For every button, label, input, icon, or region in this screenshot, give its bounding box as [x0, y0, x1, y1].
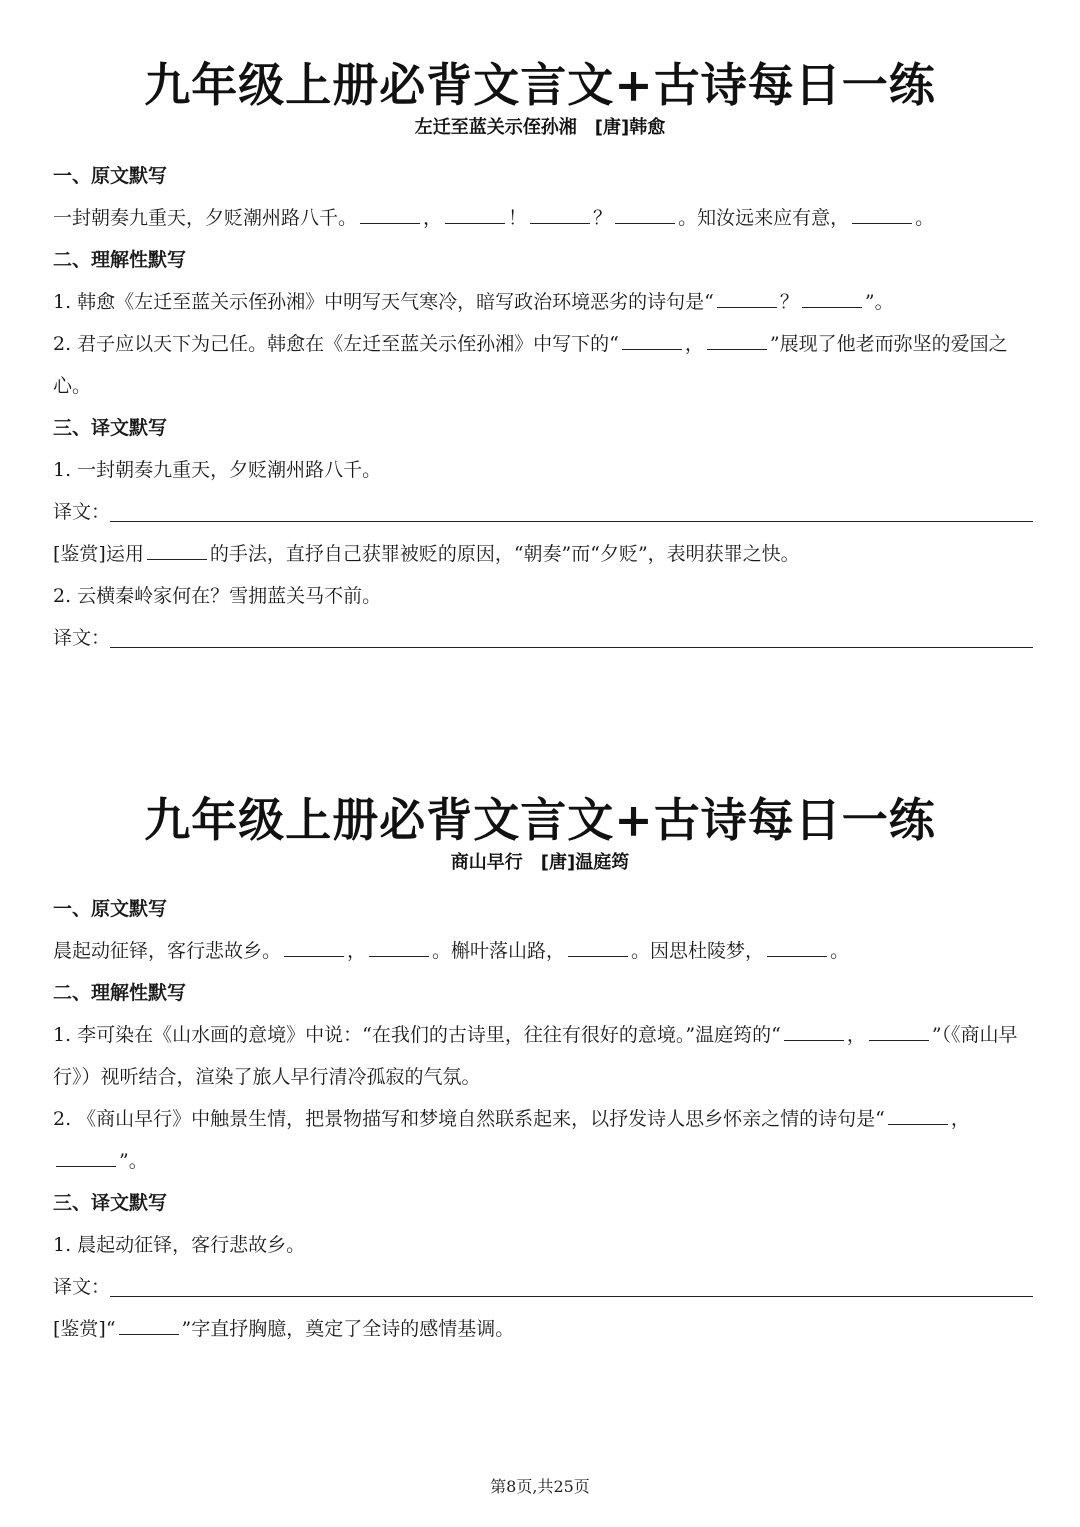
translation-answer-row: [53, 1266, 1033, 1308]
text: ”展现了他老而弥坚的爱国之心。: [53, 333, 1008, 397]
translate-item-1: 1. 一封朝奏九重天，夕贬潮州路八千。: [53, 459, 382, 481]
worksheet-title: 九年级上册必背文言文+古诗每日一练: [144, 793, 936, 847]
section-heading: 一、原文默写: [53, 898, 168, 920]
translation-label: 译文：: [53, 627, 111, 649]
question-2: [53, 1098, 1033, 1182]
translation-label: 译文：: [53, 501, 111, 523]
worksheet-content: [0, 888, 1080, 1350]
text: ”。: [864, 291, 894, 313]
translation-label: 译文：: [53, 1276, 111, 1298]
translation-answer-line[interactable]: [110, 647, 1033, 648]
page-number: 第8页,共25页: [490, 1477, 590, 1496]
text: ！: [508, 207, 528, 229]
text: 一封朝奏九重天，夕贬潮州路八千。: [53, 207, 358, 229]
fill-blank[interactable]: [852, 201, 912, 224]
text: 1. 韩愈《左迁至蓝关示侄孙湘》中明写天气寒冷，暗写政治环境恶劣的诗句是“: [53, 291, 714, 313]
text: 的手法，直抒自己获罪被贬的原因，“朝奏”而“夕贬”，表明获罪之快。: [209, 543, 800, 565]
fill-blank[interactable]: [568, 934, 628, 957]
translation-answer-row: [53, 491, 1033, 533]
section-heading: 二、理解性默写: [53, 982, 187, 1004]
text: ”。: [119, 1150, 148, 1172]
section-heading: 三、译文默写: [53, 1192, 168, 1214]
fill-blank[interactable]: [369, 934, 429, 957]
translate-item-1: 1. 晨起动征铎，客行悲故乡。: [53, 1234, 306, 1256]
fill-blank[interactable]: [717, 285, 777, 308]
fill-blank[interactable]: [869, 1018, 929, 1041]
translate-item-2: 2. 云横秦岭家何在？雪拥蓝关马不前。: [53, 585, 382, 607]
fill-blank[interactable]: [707, 327, 767, 350]
fill-blank[interactable]: [615, 201, 675, 224]
appreciation-line: [53, 533, 1033, 575]
translation-answer-line[interactable]: [110, 1296, 1033, 1297]
translation-answer-line[interactable]: [110, 521, 1033, 522]
appreciation-line: [53, 1308, 1033, 1350]
text: 。知汝远来应有意，: [678, 207, 850, 229]
worksheet-content: [0, 155, 1080, 659]
fill-blank[interactable]: [622, 327, 682, 350]
text: ”（《商山早行》）视听结合，渲染了旅人早行清冷孤寂的气氛。: [53, 1024, 1018, 1088]
worksheet-2: [0, 790, 1080, 1350]
text: ，: [423, 207, 443, 229]
fill-blank[interactable]: [445, 201, 505, 224]
poem-title: 左迁至蓝关示侄孙湘 [唐]韩愈: [414, 117, 666, 138]
fill-blank[interactable]: [119, 1312, 179, 1335]
text: 2. 君子应以天下为己任。韩愈在《左迁至蓝关示侄孙湘》中写下的“: [53, 333, 619, 355]
text: [鉴赏]“: [53, 1318, 116, 1340]
worksheet-1: [0, 55, 1080, 659]
text: 2. 《商山早行》中触景生情，把景物描写和梦境自然联系起来，以抒发诗人思乡怀亲之情的诗句是“: [53, 1108, 885, 1130]
section-heading: 二、理解性默写: [53, 249, 187, 271]
fill-blank[interactable]: [147, 537, 207, 560]
fill-blank[interactable]: [888, 1102, 948, 1125]
text: 。: [915, 207, 935, 229]
fill-blank[interactable]: [56, 1144, 116, 1167]
text: 1. 李可染在《山水画的意境》中说：“在我们的古诗里，往往有很好的意境。”温庭筠的“: [53, 1024, 781, 1046]
fill-blank[interactable]: [360, 201, 420, 224]
text: 。因思杜陵梦，: [631, 940, 765, 962]
section-heading: 三、译文默写: [53, 417, 168, 439]
section-heading: 一、原文默写: [53, 165, 168, 187]
text: ？: [779, 291, 799, 313]
worksheet-title: 九年级上册必背文言文+古诗每日一练: [144, 58, 936, 112]
text: ，: [846, 1024, 866, 1046]
translation-answer-row: [53, 617, 1033, 659]
question-1: [53, 1014, 1033, 1098]
original-text-line: [53, 930, 1033, 972]
text: ，: [347, 940, 367, 962]
question-2: [53, 323, 1033, 407]
text: [鉴赏]运用: [53, 543, 144, 565]
poem-title: 商山早行 [唐]温庭筠: [450, 852, 630, 873]
original-text-line: [53, 197, 1033, 239]
text: ，: [950, 1108, 970, 1130]
text: 晨起动征铎，客行悲故乡。: [53, 940, 282, 962]
text: ，: [684, 333, 704, 355]
fill-blank[interactable]: [530, 201, 590, 224]
question-1: [53, 281, 1033, 323]
text: ？: [593, 207, 613, 229]
fill-blank[interactable]: [284, 934, 344, 957]
fill-blank[interactable]: [784, 1018, 844, 1041]
fill-blank[interactable]: [767, 934, 827, 957]
fill-blank[interactable]: [802, 285, 862, 308]
text: 。槲叶落山路，: [432, 940, 566, 962]
text: ”字直抒胸臆，奠定了全诗的感情基调。: [181, 1318, 515, 1340]
text: 。: [830, 940, 850, 962]
